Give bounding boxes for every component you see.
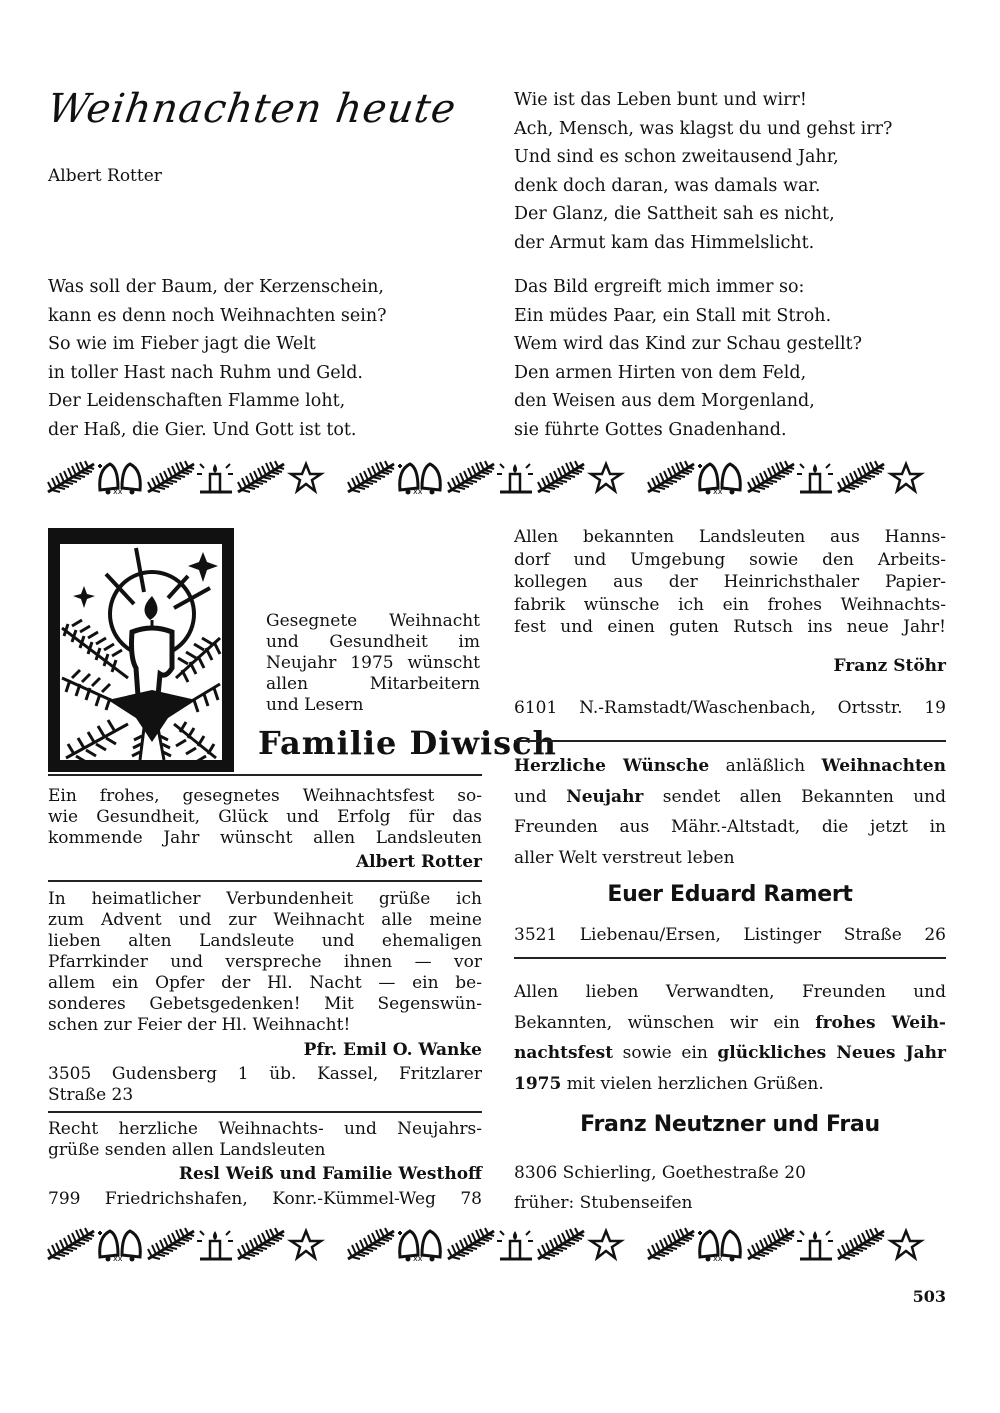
bold-text: nachtsfest xyxy=(514,1043,614,1063)
diwisch-greeting xyxy=(266,611,480,716)
text: sendet allen Bekannten und xyxy=(643,786,947,807)
neutzner-greeting xyxy=(514,977,946,1099)
poem-line: der Haß, die Gier. Und Gott ist tot. xyxy=(48,419,357,440)
greeting-line: wie Gesundheit, Glück und Erfolg für das xyxy=(48,807,482,827)
neutzner-address xyxy=(514,1158,806,1218)
greeting-line: Pfarrkinder und verspreche ihnen — vor xyxy=(48,952,482,972)
ramert-address xyxy=(514,924,946,947)
poem-line: So wie im Fieber jagt die Welt xyxy=(48,334,316,354)
signature-albert-rotter: Albert Rotter xyxy=(355,852,482,872)
divider-rule xyxy=(48,1111,482,1113)
poem-line: der Armut kam das Himmelslicht. xyxy=(514,232,815,253)
bold-text: Neujahr xyxy=(566,786,644,807)
candle-pine-branches-icon xyxy=(48,528,234,772)
address-line: 6101 N.-Ramstadt/Waschenbach, Ortsstr. 19 xyxy=(514,698,946,718)
divider-rule xyxy=(514,740,946,742)
greeting-line: kommende Jahr wünscht allen Landsleuten xyxy=(48,828,482,848)
divider-rule xyxy=(48,880,482,882)
greeting-line: sonderes Gebetsgedenken! Mit Segenswün- xyxy=(48,994,482,1014)
bold-text: frohes Weih- xyxy=(815,1012,946,1033)
poem-stanza-left xyxy=(48,273,387,444)
greeting-line: Neujahr 1975 wünscht xyxy=(266,653,480,673)
christmas-border-ornament-icon xyxy=(46,1227,946,1263)
poem-author: Albert Rotter xyxy=(48,166,162,186)
poem-line: Der Leidenschaften Flamme loht, xyxy=(48,391,346,411)
rotter-greeting xyxy=(48,786,482,849)
poem-line: sie führte Gottes Gnadenhand. xyxy=(514,419,787,440)
greeting-line: Allen lieben Verwandten, Freunden und xyxy=(514,982,946,1002)
divider-rule xyxy=(48,774,482,776)
poem-line: Wem wird das Kind zur Schau gestellt? xyxy=(514,334,862,354)
greeting-line xyxy=(514,1069,946,1100)
signature-resl-weiss: Resl Weiß und Familie Westhoff xyxy=(178,1164,482,1184)
address-line: Straße 23 xyxy=(48,1085,134,1105)
poem-line: Und sind es schon zweitausend Jahr, xyxy=(514,147,839,167)
weiss-address xyxy=(48,1189,482,1210)
ramert-greeting xyxy=(514,751,946,873)
poem-line: den Weisen aus dem Morgenland, xyxy=(514,391,815,411)
signature-franz-stoehr: Franz Stöhr xyxy=(833,656,946,676)
poem-line: Wie ist das Leben bunt und wirr! xyxy=(514,90,807,110)
greeting-line: lieben alten Landsleute und ehemaligen xyxy=(48,931,482,951)
weiss-greeting xyxy=(48,1119,482,1161)
greeting-line: In heimatlicher Verbundenheit grüße ich xyxy=(48,889,482,909)
candle-woodcut-image xyxy=(48,528,234,772)
signature-emil-wanke: Pfr. Emil O. Wanke xyxy=(303,1040,482,1060)
greeting-line: Freunden aus Mähr.-Altstadt, die jetzt in xyxy=(514,817,946,837)
greeting-line: und Gesundheit im xyxy=(266,632,480,652)
greeting-line: und Lesern xyxy=(266,695,364,715)
poem-line: Der Glanz, die Sattheit sah es nicht, xyxy=(514,204,835,224)
poem-line: Ach, Mensch, was klagst du und gehst irr? xyxy=(514,118,893,139)
poem-line: Was soll der Baum, der Kerzenschein, xyxy=(48,277,384,297)
greeting-line: Ein frohes, gesegnetes Weihnachtsfest so- xyxy=(48,786,482,806)
bold-text: Weihnachten xyxy=(821,756,946,776)
text: anläßlich xyxy=(709,756,822,776)
greeting-line xyxy=(514,1038,946,1069)
page-number: 503 xyxy=(912,1287,946,1306)
bold-text: Herzliche Wünsche xyxy=(514,756,710,776)
signature-familie-diwisch: Familie Diwisch xyxy=(258,724,557,762)
greeting-line: zum Advent und zur Weihnacht alle meine xyxy=(48,910,482,930)
greeting-line: Gesegnete Weihnacht xyxy=(266,611,480,631)
greeting-line xyxy=(514,751,946,782)
poem-line: Den armen Hirten von dem Feld, xyxy=(514,362,807,383)
greeting-line: grüße senden allen Landsleuten xyxy=(48,1140,326,1160)
poem-line: Das Bild ergreift mich immer so: xyxy=(514,277,805,297)
address-line: 8306 Schierling, Goethestraße 20 xyxy=(514,1163,806,1183)
greeting-line: fest und einen guten Rutsch ins neue Jahr! xyxy=(514,617,946,637)
stoehr-address xyxy=(514,697,946,720)
bold-text: glückliches Neues Jahr xyxy=(717,1043,946,1063)
greeting-line: dorf und Umgebung sowie den Arbeits- xyxy=(514,549,946,570)
stoehr-greeting xyxy=(514,526,946,639)
address-line: früher: Stubenseifen xyxy=(514,1193,693,1213)
bold-text: 1975 xyxy=(514,1073,562,1094)
greeting-line xyxy=(514,782,946,813)
text: Bekannten, wünschen wir ein xyxy=(514,1012,816,1033)
poem-line: Ein müdes Paar, ein Stall mit Stroh. xyxy=(514,305,832,326)
wanke-greeting xyxy=(48,889,482,1036)
signature-franz-neutzner: Franz Neutzner und Frau xyxy=(580,1112,880,1137)
poem-line: in toller Hast nach Ruhm und Geld. xyxy=(48,362,363,383)
poem-line: denk doch daran, was damals war. xyxy=(514,175,821,196)
address-line: 3521 Liebenau/Ersen, Listinger Straße 26 xyxy=(514,925,946,945)
divider-rule xyxy=(514,957,946,959)
greeting-line: allen Mitarbeitern xyxy=(266,674,480,694)
poem-stanza-right-1 xyxy=(514,86,892,257)
christmas-border-ornament-icon xyxy=(46,460,946,496)
greeting-line: allem ein Opfer der Hl. Nacht — ein be- xyxy=(48,973,482,993)
poem-line: kann es denn noch Weihnachten sein? xyxy=(48,305,387,326)
text: mit vielen herzlichen Grüßen. xyxy=(561,1073,824,1094)
signature-eduard-ramert: Euer Eduard Ramert xyxy=(607,882,853,907)
greeting-line: Recht herzliche Weihnachts- und Neujahrs- xyxy=(48,1119,482,1139)
wanke-address xyxy=(48,1064,482,1106)
greeting-line: kollegen aus der Heinrichsthaler Papier- xyxy=(514,572,946,592)
greeting-line: aller Welt verstreut leben xyxy=(514,847,735,868)
greeting-line: fabrik wünsche ich ein frohes Weihnachts- xyxy=(514,594,946,615)
text: sowie ein xyxy=(613,1043,718,1063)
greeting-line: Allen bekannten Landsleuten aus Hanns- xyxy=(514,527,946,547)
poem-stanza-right-2 xyxy=(514,273,862,444)
address-line: 799 Friedrichshafen, Konr.-Kümmel-Weg 78 xyxy=(48,1189,482,1209)
address-line: 3505 Gudensberg 1 üb. Kassel, Fritzlarer xyxy=(48,1064,482,1084)
greeting-line: schen zur Feier der Hl. Weihnacht! xyxy=(48,1015,351,1035)
poem-title: Weihnachten heute xyxy=(44,86,460,132)
text: und xyxy=(514,786,567,807)
greeting-line xyxy=(514,1008,946,1039)
